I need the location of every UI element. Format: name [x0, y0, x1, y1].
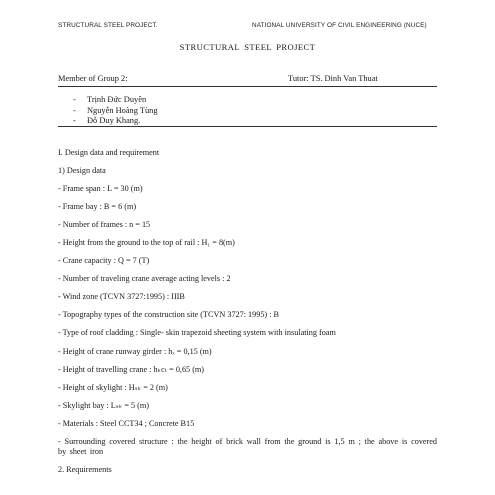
data-line: - Frame span : L = 30 (m)	[58, 184, 143, 194]
member-name: Đỗ Duy Khang.	[87, 116, 141, 125]
running-header-left: STRUCTURAL STEEL PROJECT.	[58, 22, 158, 29]
data-line: - Type of roof cladding : Single- skin trapezoid sheeting system with insulating foam	[58, 328, 336, 338]
data-line: - Crane capacity : Q = 7 (T)	[58, 256, 150, 266]
data-line: - Surrounding covered structure : the height of brick wall from the ground is 1,5 m ; the above is covered by sheet iron	[58, 436, 437, 456]
data-line: - Materials : Steel CCT34 ; Concrete B15	[58, 418, 195, 428]
data-line: - Height of travelling crane : hₖcₜ = 0,65 (m)	[58, 364, 205, 374]
divider-bottom	[58, 126, 437, 127]
list-item	[73, 95, 158, 106]
bullet-dash: -	[73, 95, 76, 104]
subsection-heading: 1) Design data	[58, 166, 106, 176]
tutor-label: Tutor: TS. Dinh Van Thuat	[288, 74, 378, 83]
data-line: - Height of crane runway girder : hₓ = 0,15 (m)	[58, 346, 212, 356]
member-list	[73, 95, 158, 127]
document-body	[58, 148, 437, 483]
running-header-right: NATIONAL UNIVERSITY OF CIVIL ENGINEERING (NUCE)	[252, 22, 427, 29]
list-item	[73, 116, 158, 127]
data-line: - Height of skylight : Hₛₖ = 2 (m)	[58, 382, 168, 392]
divider-top	[58, 86, 437, 87]
list-item	[73, 106, 158, 117]
data-line: - Topography types of the construction site (TCVN 3727: 1995) : B	[58, 310, 279, 320]
member-name: Nguyễn Hoàng Tùng	[87, 105, 158, 115]
data-line: - Frame bay : B = 6 (m)	[58, 202, 137, 212]
section-heading: I. Design data and requirement	[58, 148, 160, 157]
member-name: Trịnh Đức Duyên	[87, 95, 147, 104]
group-info-row	[58, 74, 437, 83]
member-label: Member of Group 2:	[58, 74, 128, 83]
data-line: - Wind zone (TCVN 3727:1995) : IIIB	[58, 292, 185, 302]
data-line: - Number of frames : n = 15	[58, 220, 151, 230]
data-line: - Skylight bay : Lₛₖ = 5 (m)	[58, 400, 149, 410]
data-line: - Height from the ground to the top of rail : H₁ = 8(m)	[58, 238, 235, 248]
bullet-dash: -	[73, 105, 76, 115]
data-line: - Number of traveling crane average acting levels : 2	[58, 274, 231, 284]
page-title: STRUCTURAL STEEL PROJECT	[179, 42, 316, 52]
section-heading: 2. Requirements	[58, 464, 112, 474]
bullet-dash: -	[73, 116, 76, 125]
